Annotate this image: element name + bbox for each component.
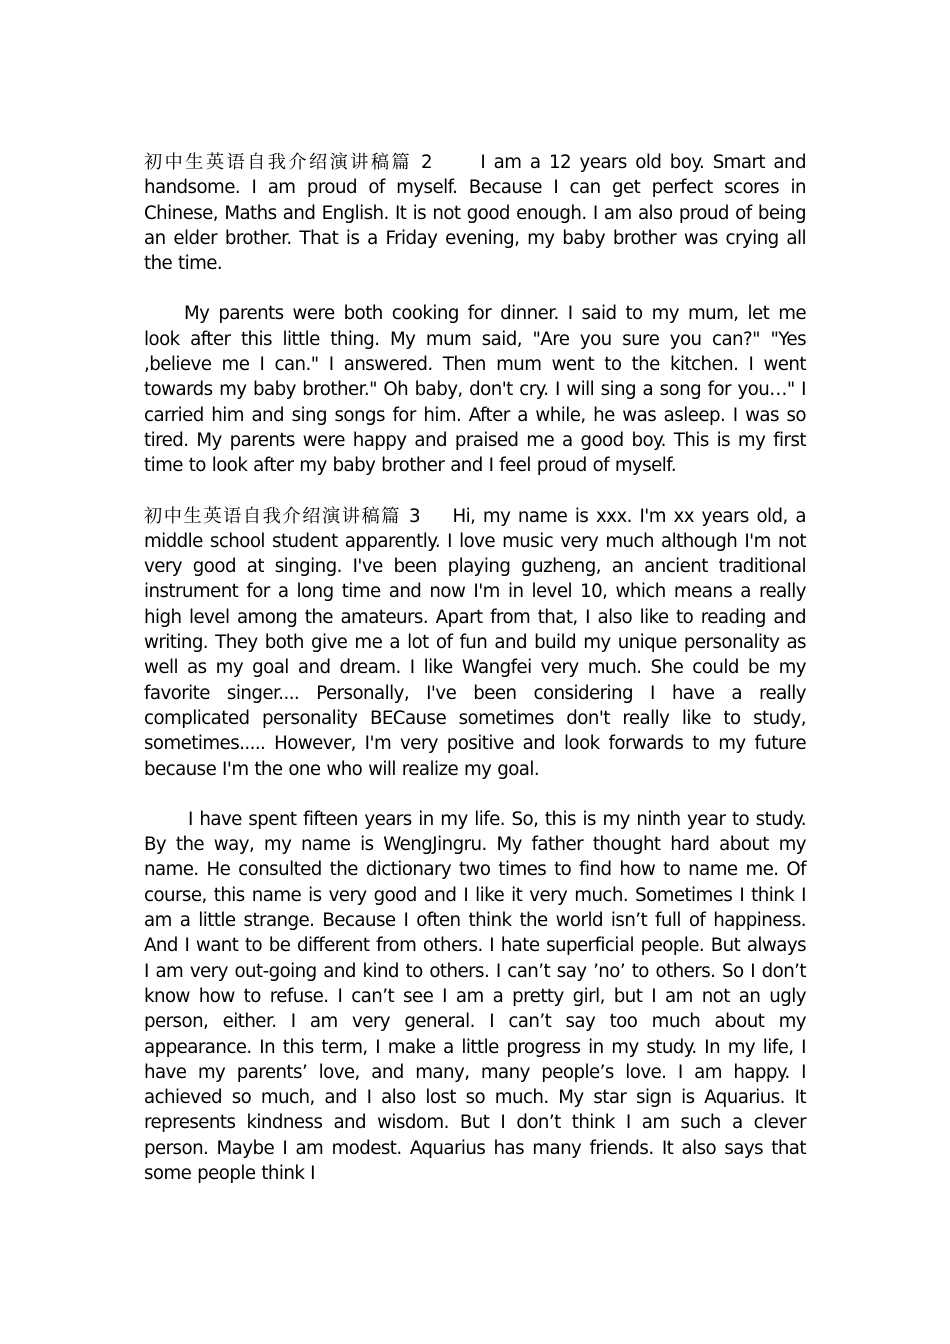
section-3-paragraph-1 [144, 504, 806, 782]
document-page [144, 150, 806, 1186]
section-2-heading: 初中生英语自我介绍演讲稿篇 2 [144, 152, 433, 173]
section-3-heading: 初中生英语自我介绍演讲稿篇 3 [144, 505, 421, 527]
section-2-lead-text: I am a 12 years old boy. Smart and handsome. I am proud of myself. Because I can get perfect scores in Chinese, Maths and English. It is not good enough. I am also proud of being an elder brother. That is a Friday evening, my baby brother was crying all the time. [144, 152, 806, 275]
section-2-paragraph-1 [144, 150, 806, 276]
section-3-paragraph-2: I have spent fifteen years in my life. So, this is my ninth year to study. By the way, my name is WengJingru. My father thought hard about my name. He consulted the dictionary two times to find how to name me. Of course, this name is very good and I like it very much. Sometimes I think I am a little strange. Because I often think the world isn’t full of happiness. And I want to be different from others. I hate superficial people. But always I am very out-going and kind to others. I can’t say ’no’ to others. So I don’t know how to refuse. I can’t see I am a pretty girl, but I am not an ugly person, either. I am very general. I can’t say too much about my appearance. In this term, I make a little progress in my study. In my life, I have my parents’ love, and many, many people’s love. I am happy. I achieved so much, and I also lost so much. My star sign is Aquarius. It represents kindness and wisdom. But I don’t think I am such a clever person. Maybe I am modest. Aquarius has many friends. It also says that some people think I [144, 808, 806, 1184]
section-3-lead-text: Hi, my name is xxx. I'm xx years old, a middle school student apparently. I love music very much although I'm not very good at singing. I've been playing guzheng, an ancient traditional instrument for a long time and now I'm in level 10, which means a really high level among the amateurs. Apart from that, I also like to reading and writing. They both give me a lot of fun and build my unique personality as well as my goal and dream. I like Wangfei very much. She could be my favorite singer.... Personally, I've been considering I have a really complicated personality BECause sometimes don't really like to study, sometimes..... However, I'm very positive and look forwards to my future because I'm the one who will realize my goal. [144, 505, 806, 780]
section-2-paragraph-2: My parents were both cooking for dinner. I said to my mum, let me look after this little thing. My mum said, "Are you sure you can?" "Yes ,believe me I can." I answered. Then mum went to the kitchen. I went towards my baby brother." Oh baby, don't cry. I will sing a song for you…" I carried him and sing songs for him. After a while, he was asleep. I was so tired. My parents were happy and praised me a good boy. This is my first time to look after my baby brother and I feel proud of myself. [144, 303, 806, 477]
